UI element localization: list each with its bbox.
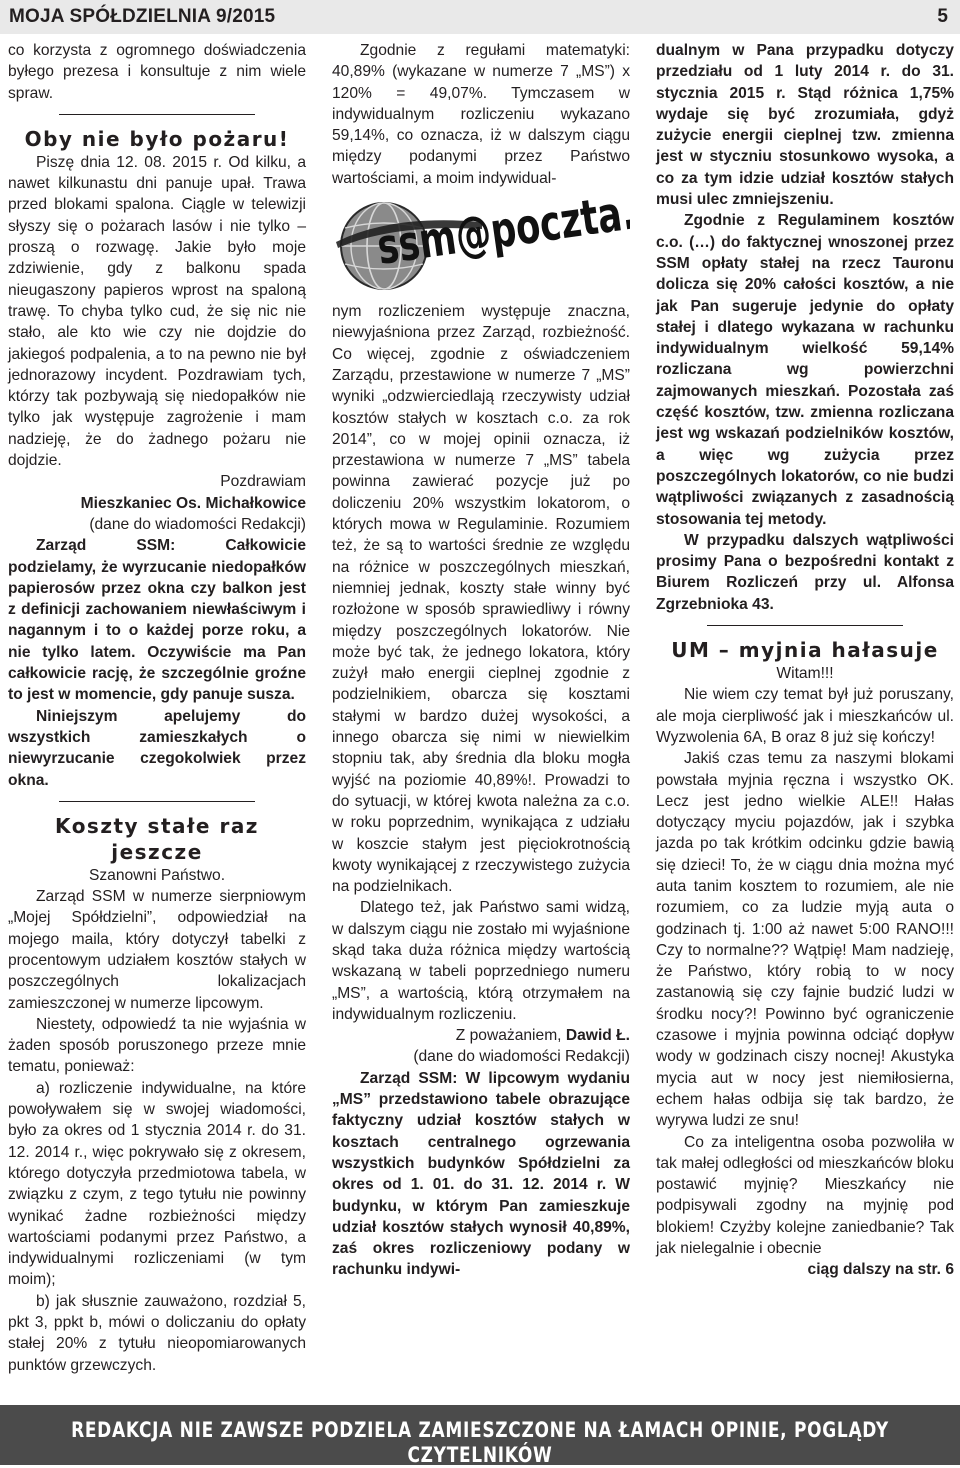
paragraph: Zgodnie z regułami matematyki: 40,89% (wykazane w numerze 7 „MS”) x 120% = 49,07%. Tymczasem w indywidualnym rozliczeniu wykazano 59,14%, co oznacza, iż w dalszym ciągu między podanymi przez Państwo wartościami, a moim indywidual- [332, 42, 630, 187]
board-appeal: Niniejszym apelujemy do wszystkich zamieszkałych o niewyrzucanie czegokolwiek przez okna. [8, 707, 306, 789]
board-reply: Zarząd SSM: Całkowicie podzielamy, że wyrzucanie niedopałków papierosów przez okna czy balkon jest z definicji zachowaniem niewłaściwym i nagannym i to o każdej porze roku, a nie tylko latem. Oczywiście ma Pan całkowicie rację, że szczególnie groźne to jest w momencie, gdy panuje susza. [8, 537, 306, 704]
column-2 [332, 40, 630, 1281]
fire-letter: Piszę dnia 12. 08. 2015 r. Od kilku, a nawet kilkunastu dni panuje upał. Trawa przed blokami spalona. Ciągle w telewizji słyszy się o pożarach lasów i nie tylko – proszą o rozwagę. Jakie było moje zdziwienie, gdy z balkonu spada nieugaszony papieros wprost na spaloną trawę. To chyba tylko cud, że się nic nie stało, ale kto wie czy nie dojdzie do jakiegoś podpalenia, a to na pewno nie był jednorazowy incydent. Pozdrawiam tych, którzy tak pozbywają się niedopałków nie tylko jak występuje zagrożenie i mam nadzieję, że do żadnego pożaru nie dojdzie. [8, 153, 306, 470]
board-reply-continued: dualnym w Pana przypadku dotyczy przedziału od 1 luty 2014 r. do 31. stycznia 2015 r. Stąd różnica 1,75% wydaje się być zrozumiała, gdyż zużycie energii cieplnej tzw. zmienna jest w styczniu stosunkowo wysoka, a co za tym idzie udział kosztów stałych musi ulec zmniejszeniu. [656, 42, 954, 209]
disclaimer-text: REDAKCJA NIE ZAWSZE PODZIELA ZAMIESZCZONE NA ŁAMACH OPINIE, POGLĄDY CZYTELNIKÓW [71, 1418, 889, 1468]
author: Dawid Ł. [565, 1027, 630, 1045]
signature-note: (dane do wiadomości Redakcji) [89, 515, 306, 533]
magazine-title: MOJA SPÓŁDZIELNIA 9/2015 [9, 6, 276, 27]
email-logo [332, 192, 630, 296]
page-header [0, 0, 960, 34]
author-note: (dane do wiadomości Redakcji) [413, 1048, 630, 1066]
greeting: Szanowni Państwo. [88, 866, 226, 884]
paragraph: Nie wiem czy temat był już poruszany, ale moja cierpliwość jak i mieszkańców ul. Wyzwolenia 6A, B oraz 8 już się kończy! [656, 686, 954, 746]
page-number: 5 [937, 6, 948, 27]
divider [59, 114, 255, 115]
paragraph: Zarząd SSM w numerze sierpniowym „Mojej Spółdzielni”, odpowiedział na mojego maila, który dotyczył tabelki z procentowym udziałem kosztów stałych w poszczególnych lokalizacjach zamieszczonej w numerze lipcowym. [8, 888, 306, 1012]
column-3 [656, 40, 954, 1281]
paragraph: nym rozliczeniem występuje znaczna, niewyjaśniona przez Zarząd, rozbieżność. Co więcej, zgodnie z oświadczeniem Zarządu, przestawione w numerze 7 „MS” wyniki „odzwierciedlają rzeczywisty udział kosztów stałych w kosztach c.o. za rok 2014”, co w mojej opinii oznacza, iż przestawiona w numerze 7 „MS” tabela powinna zawierać pozycje już po doliczeniu 20% wszystkim lokatorom, o których mowa w Regulaminie. Rozumiem też, że są to wartości średnie ze względu na różnice w poszczególnych mieszkań, niemniej jednak, koszty stałe winny być rozłożone w sposób sprawiedliwy i równy między poszczególnych lokatorów. Nie może być tak, że jednego lokatora, który zużył mało energii cieplnej zgodnie z podzielnikiem, obarcza się kosztami stałymi w bardzo dużej wysokości, a innego obarcza się nimi w niewielkim stopniu tak, aby średnia dla bloku mogła wyjść na poziomie 40,89%!. Prowadzi to do sytuacji, w której kwota należna za c.o. w roku poprzednim, wynikająca z udziału w koszcie stałym jest pięciokrotnością kwoty wynikającej z rzeczywistego zużycia na podzielnikach. [332, 303, 630, 896]
board-reply: Zarząd SSM: W lipcowym wydaniu „MS” przedstawiono tabele obrazujące faktyczny udział kosztów stałych w kosztach centralnego ogrzewania wszystkich budynków Spółdzielni za okres od 1. 01. do 31. 12. 2014 r. W budynku, w którym Pan zamieszkuje udział kosztów stałych wynosił 40,89%, zaś okres rozliczeniowy podany w rachunku indywi- [332, 1069, 630, 1279]
paragraph: Niestety, odpowiedź ta nie wyjaśnia w żaden sposób poruszonego przeze mnie tematu, ponieważ: [8, 1015, 306, 1076]
paragraph: Co za inteligentna osoba pozwoliła w tak małej odległości od mieszkańców bloku postawić myjnię? Mieszkańcy nie podpisywali zgodny na myjnię pod blokiem! Czyżby kolejne zaniedbanie? Tak jak nielegalnie i obecnie [656, 1133, 954, 1258]
paragraph: Dlatego też, jak Państwo sami widzą, w dalszym ciągu nie zostało mi wyjaśnione skąd taka duża różnica między wartością wskazaną w tabeli poprzedniego numeru „MS”, a wartością, którą otrzymałem na indywidualnym rozliczeniu. [332, 899, 630, 1023]
costs-article-title: Koszty stałe raz jeszcze [55, 813, 259, 864]
divider [707, 625, 903, 626]
intro-text: co korzysta z ogromnego doświadczenia byłego prezesa i konsultuje z nim wiele spraw. [8, 42, 306, 102]
column-1 [8, 40, 306, 1376]
logo-text: ssm@poczta.fm [373, 192, 630, 277]
greeting: Witam!!! [776, 665, 834, 683]
regards: Z poważaniem, Dawid Ł. [455, 1027, 630, 1045]
board-reply: W przypadku dalszych wątpliwości prosimy Pana o bezpośredni kontakt z Biurem Rozliczeń przy ul. Alfonsa Zgrzebnioka 43. [656, 531, 954, 613]
continued-link[interactable]: ciąg dalszy na str. 6 [807, 1261, 954, 1279]
paragraph: Jakiś czas temu za naszymi blokami powstała myjnia ręczna i wszystko OK. Lecz jest jedno wielkie ALE!! Hałas dotyczący myciu pojazdów, jak i szybka jazda po tak krótkim odcinku gdzie bawią się dzieci! To, że w ciągu dnia można myć auta tanim kosztem to rozumiem, ale nie rozumiem, co za ludzie myją auta o godzinach tj. 1:00 aż nawet 5:00 RANO!!! Czy to normalne?? Wątpię! Mam nadzieję, że Państwo, który robią to w nocy zastanowią się czy fajnie budzić ludzi w środku nocy?! Powinno być ograniczenie czasowe i myjnia powinna odciąć dopływ wody w godzinach ciszy nocnej! Akustyka mycia aut w nocy jest niemiłosierna, echem hałas odbija się tak bardzo, że wyrywa ludzi ze snu! [656, 750, 954, 1130]
fire-article-title: Oby nie było pożaru! [24, 126, 290, 151]
board-reply: Zgodnie z Regulaminem kosztów c.o. (…) do faktycznej wnoszonej przez SSM opłaty stałej na rzecz Tauronu dolicza się 20% całości kosztów, a nie jak Pan sugeruje jedynie do opłaty stałej i dlatego wykazana w rachunku indywidualnym wielkość 59,14% rozliczana wg powierzchni zajmowanych mieszkań. Pozostała zaś część kosztów, tzw. zmienna rozliczana jest wg wskazań podzielników kosztów, a więc wg zużycia przez poszczególnych lokatorów, co nie budzi wątpliwości związanych z zasadnością stosowania tej metody. [656, 212, 954, 528]
closing: Pozdrawiam [220, 473, 306, 491]
paragraph: b) jak słusznie zauważono, rozdział 5, pkt 3, ppkt b, mówi o doliczaniu do opłaty stałej 20% z tytułu nieopomiarowanych punktów grzewczych. [8, 1292, 306, 1374]
editorial-disclaimer-bar [0, 1405, 960, 1468]
divider [59, 801, 255, 802]
signature: Mieszkaniec Os. Michałkowice [80, 494, 306, 512]
carwash-article-title: UM – myjnia hałasuje [671, 638, 939, 663]
paragraph: a) rozliczenie indywidualne, na które powoływałem się w swojej wiadomości, było za okres od 1 stycznia 2014 r. do 31. 12. 2014 r., więc pokrywało się z okresem, którego dotyczyła przedmiotowa tabela, w związku z czym, z tego tytułu nie powinny wynikać żadne rozbieżności między wartościami podanymi przez Państwo, a indywidualnymi rozliczeniami (w tym moim); [8, 1079, 306, 1289]
